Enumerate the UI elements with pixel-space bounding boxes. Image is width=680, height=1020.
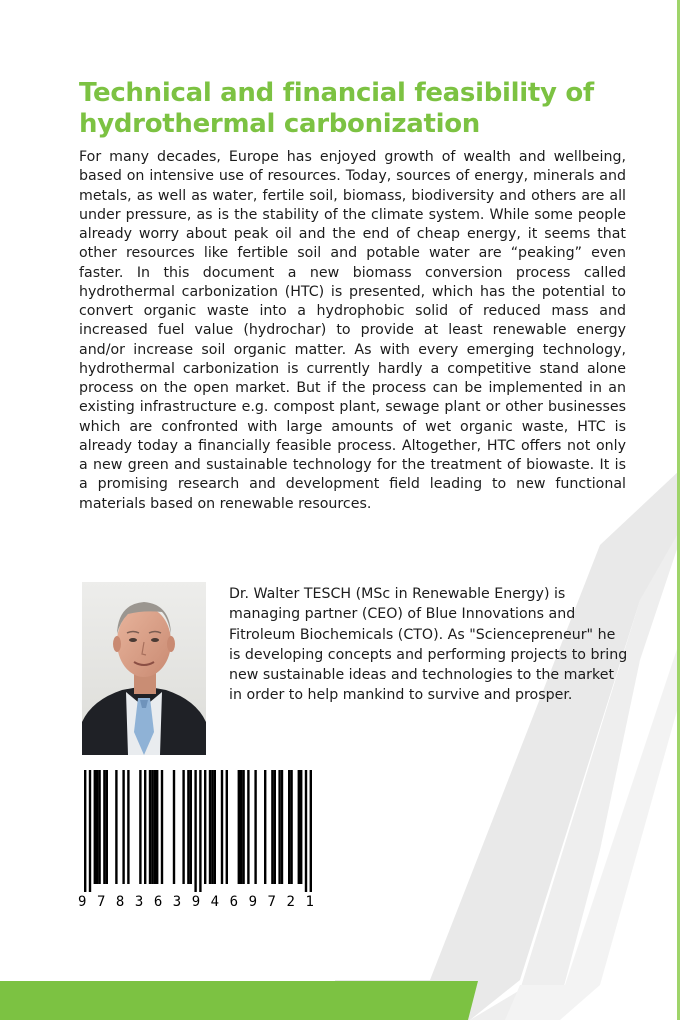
isbn-digit: 6 [229, 894, 239, 910]
barcode-bar [310, 770, 312, 892]
barcode-bar [298, 770, 300, 884]
barcode-bar [103, 770, 105, 884]
author-photo [82, 582, 206, 755]
barcode-bar [182, 770, 184, 884]
barcode-bar [247, 770, 249, 884]
isbn-digit: 1 [305, 894, 314, 910]
barcode-bar [161, 770, 163, 884]
barcode-bar [194, 770, 196, 892]
barcode-bar [209, 770, 211, 884]
author-bio: Dr. Walter TESCH (MSc in Renewable Energy) is managing partner (CEO) of Blue Innovations and Fitroleum Biochemicals (CTO). As "Sciencepreneur" he is developing concepts and performing projects to bring new sustainable ideas and technologies to the market in order to help mankind to survive and prosper. [229, 586, 628, 704]
barcode-bar [139, 770, 141, 884]
barcode-bar [96, 770, 98, 884]
book-title: Technical and financial feasibility of hydrothermal carbonization [79, 78, 594, 139]
barcode-bar [187, 770, 189, 884]
barcode-bar [278, 770, 280, 884]
barcode-bar [122, 770, 124, 884]
barcode-bar [156, 770, 158, 884]
barcode-bar [264, 770, 266, 884]
barcode-bars [72, 765, 320, 895]
barcode-bar [238, 770, 240, 884]
barcode-bar [84, 770, 86, 892]
isbn-digits [72, 894, 320, 914]
barcode-bar [290, 770, 292, 884]
diagonal-stripe-main [335, 470, 680, 1020]
isbn-digit: 7 [267, 894, 276, 910]
barcode-bar [89, 770, 91, 892]
barcode-bar [221, 770, 223, 884]
isbn-barcode [72, 765, 320, 915]
barcode-bar [127, 770, 129, 884]
barcode-bar [115, 770, 117, 884]
barcode-bar [151, 770, 153, 884]
barcode-bar [204, 770, 206, 884]
barcode-bar [214, 770, 216, 884]
barcode-bar [281, 770, 283, 884]
isbn-digit: 7 [96, 894, 106, 910]
isbn-digit: 3 [134, 894, 144, 910]
barcode-bar [288, 770, 290, 884]
barcode-bar [305, 770, 307, 892]
barcode-bar [271, 770, 273, 884]
barcode-bar [190, 770, 192, 884]
barcode-bar [226, 770, 228, 884]
isbn-digit: 6 [153, 894, 163, 910]
barcode-bar [98, 770, 100, 884]
barcode-bar [211, 770, 213, 884]
barcode-bar [106, 770, 108, 884]
barcode-bar [240, 770, 242, 884]
green-band-shape [0, 981, 478, 1020]
barcode-bar [274, 770, 276, 884]
isbn-digit: 3 [172, 894, 182, 910]
isbn-digit: 2 [286, 894, 295, 910]
barcode-bar [149, 770, 151, 884]
isbn-digit: 4 [210, 894, 220, 910]
barcode-bar [154, 770, 156, 884]
barcode-bar [173, 770, 175, 884]
barcode-bar [199, 770, 201, 892]
isbn-digit: 8 [115, 894, 125, 910]
green-footer-band [0, 981, 680, 1020]
isbn-digit: 9 [191, 894, 201, 910]
barcode-bar [94, 770, 96, 884]
isbn-digit: 9 [78, 894, 87, 910]
isbn-digit: 9 [248, 894, 258, 910]
barcode-bar [254, 770, 256, 884]
barcode-bar [242, 770, 244, 884]
book-abstract: For many decades, Europe has enjoyed growth of wealth and wellbeing, based on intensive use of resources. Today, sources of energy, minerals and metals, as well as water, fertile soil, biomass, biodiversity and others are all under pressure, as is the stability of the climate system. While some people already worry about peak oil and the end of cheap energy, it seems that other resources like fertible soil and potable water are “peaking” even faster. In this document a new biomass conversion process called hydrothermal carbonization (HTC) is presented, which has the potential to convert organic waste into a hydrophobic solid of reduced mass and increased fuel value (hydrochar) to provide at least renewable energy and/or increase soil organic matter. As with every emerging technology, hydrothermal carbonization is currently hardly a competitive stand alone process on the open market. But if the process can be implemented in an existing infrastructure e.g. compost plant, sewage plant or other businesses which are confronted with large amounts of wet organic waste, HTC is already today a financially feasible process. Altogether, HTC offers not only a new green and sustainable technology for the treatment of biowaste. It is a promising research and development field leading to new functional materials based on renewable resources. [79, 149, 626, 512]
barcode-bar [300, 770, 302, 884]
barcode-bar [144, 770, 146, 884]
